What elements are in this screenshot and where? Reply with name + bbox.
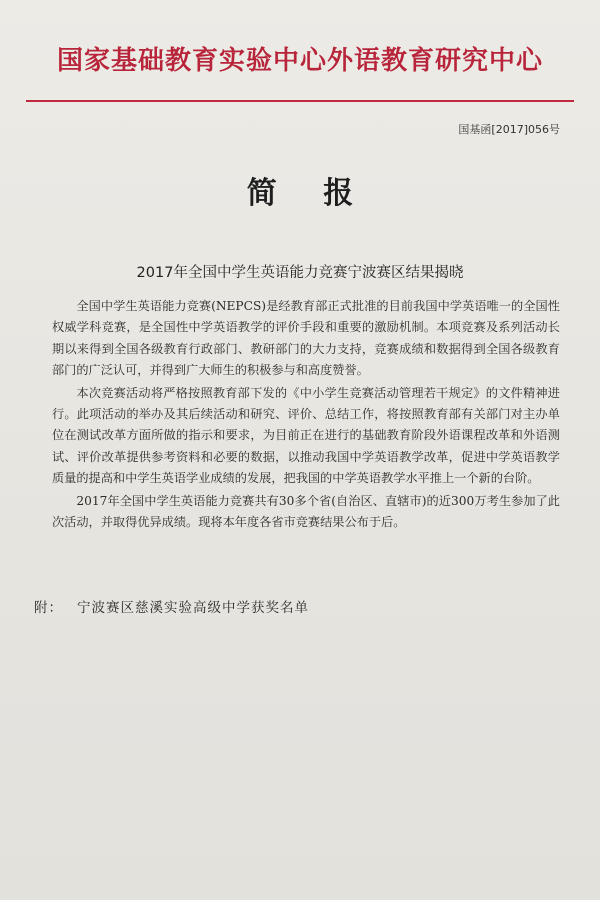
attachment-title: 宁波赛区慈溪实验高级中学获奖名单 [77,600,309,616]
body-paragraph-3: 2017年全国中学生英语能力竞赛共有30多个省(自治区、直辖市)的近300万考生参加了此次活动，并取得优异成绩。现将本年度各省市竞赛结果公布于后。 [52,493,560,530]
document-type-title: 简 报 [246,176,372,211]
organization-letterhead: 国家基础教育实验中心外语教育研究中心 [56,46,543,76]
bulletin-body [52,296,560,534]
bulletin-headline: 2017年全国中学生英语能力竞赛宁波赛区结果揭晓 [136,265,464,281]
body-paragraph-1: 全国中学生英语能力竞赛(NEPCS)是经教育部正式批准的目前我国中学英语唯一的全国性权威学科竞赛，是全国性中学英语教学的评价手段和重要的激励机制。本项竞赛及系列活动长期以来得到全国各级教育行政部门、教研部门的大力支持，竞赛成绩和数据得到全国各级教育部门的广泛认可，并得到广大师生的积极参与和高度赞誉。 [52,299,560,378]
attachment-label: 附： [34,600,63,616]
document-number: 国基函[2017]056号 [458,123,560,136]
body-paragraph-2: 本次竞赛活动将严格按照教育部下发的《中小学生竞赛活动管理若干规定》的文件精神进行。此项活动的举办及其后续活动和研究、评价、总结工作，将按照教育部有关部门对主办单位在测试改革方面所做的指示和要求，为目前正在进行的基础教育阶段外语课程改革和外语测试、评价改革提供参考资料和必要的数据，以推动我国中学英语教学改革，促进中学英语教学质量的提高和中学生英语学业成绩的发展，把我国的中学英语教学水平推上一个新的台阶。 [52,385,560,486]
letterhead-divider [26,100,574,102]
attachment-line [34,596,309,616]
